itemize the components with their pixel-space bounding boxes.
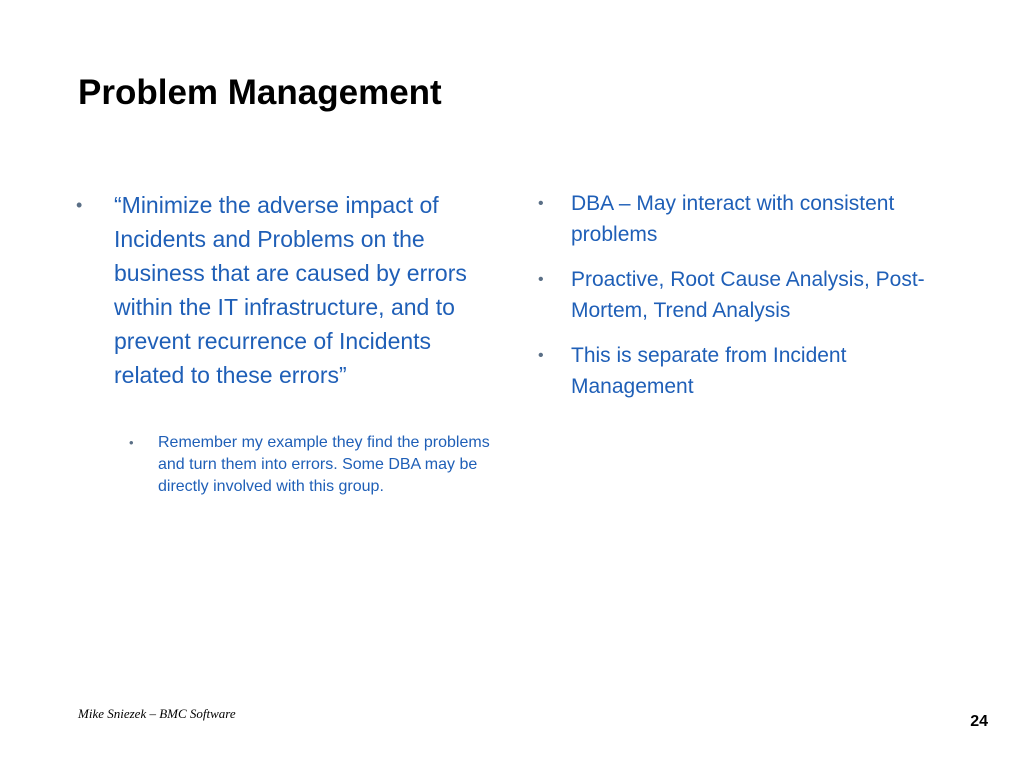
left-sub-bullet-text: Remember my example they find the problems and turn them into errors. Some DBA may be directly involved with this group. <box>158 434 490 495</box>
footer-author: Mike Sniezek – BMC Software <box>78 706 236 721</box>
bullet-dot-icon: • <box>76 195 83 215</box>
left-column <box>75 188 505 498</box>
left-main-bullet <box>75 188 505 392</box>
bullet-dot-icon: • <box>129 435 134 450</box>
bullet-dot-icon: • <box>538 271 544 288</box>
right-bullet-separate <box>536 340 956 402</box>
right-bullet-proactive <box>536 264 956 326</box>
slide-title: Problem Management <box>78 73 442 112</box>
right-bullet-text: DBA – May interact with consistent problems <box>571 192 895 246</box>
right-bullet-dba <box>536 188 956 250</box>
bullet-dot-icon: • <box>538 195 544 212</box>
page-number: 24 <box>970 713 988 730</box>
right-column <box>536 188 956 416</box>
left-sub-bullet <box>75 432 505 498</box>
left-main-bullet-text: “Minimize the adverse impact of Incidents and Problems on the business that are caused by errors within the IT infrastructure, and to prevent recurrence of Incidents related to these errors” <box>114 192 467 388</box>
right-bullet-text: This is separate from Incident Management <box>571 344 847 398</box>
bullet-dot-icon: • <box>538 347 544 364</box>
right-bullet-text: Proactive, Root Cause Analysis, Post-Mortem, Trend Analysis <box>571 268 925 322</box>
